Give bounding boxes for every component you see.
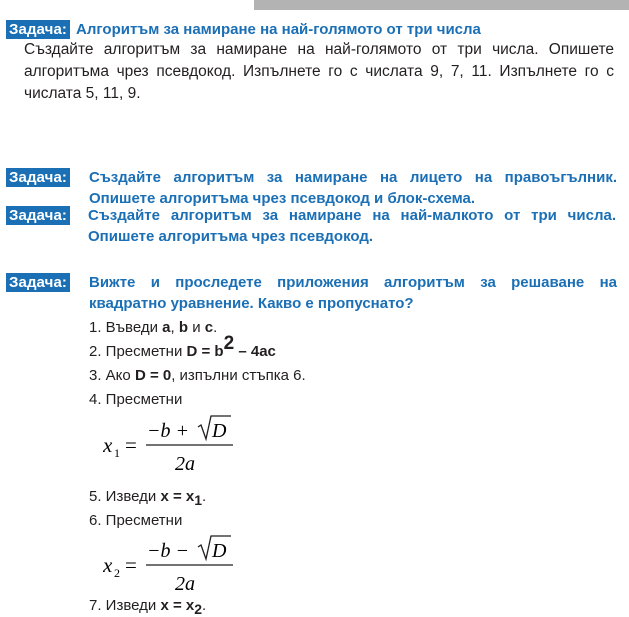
step-1: 1. Въведи a, b и c. [89, 319, 218, 336]
task-badge: Задача: [6, 20, 70, 39]
task-badge: Задача: [6, 273, 70, 292]
formula-x1-equals: = [125, 433, 137, 457]
task-4-title: Вижте и проследете приложения алгоритъм за решаване на квадратно уравнение. Какво е пропуснато? [89, 274, 617, 312]
formula-x2-lhs: x [103, 553, 113, 577]
step-2: 2. Пресметни D = b2 – 4ac [89, 333, 276, 360]
formula-x1 [103, 414, 243, 480]
formula-x1-index: 1 [114, 446, 120, 460]
step-3: 3. Ако D = 0, изпълни стъпка 6. [89, 367, 306, 384]
formula-x1-radicand: D [212, 420, 227, 442]
task-badge: Задача: [6, 168, 70, 187]
task-badge: Задача: [6, 206, 70, 225]
formula-x2-equals: = [125, 553, 137, 577]
task-2-title: Създайте алгоритъм за намиране на лицето на правоъгълник. Опишете алгоритъма чрез псевдокод и блок-схема. [89, 169, 617, 207]
formula-x2 [103, 534, 243, 600]
task-3-title: Създайте алгоритъм за намиране на най-малкото от три числа. Опишете алгоритъма чрез псевдокод. [88, 207, 616, 245]
step-5: 5. Изведи x = x1. [89, 488, 207, 508]
step-6: 6. Пресметни [89, 512, 183, 529]
formula-x2-index: 2 [114, 566, 120, 580]
top-decorative-bar [254, 0, 629, 10]
formula-x1-denominator: 2a [175, 453, 195, 475]
formula-x2-numerator: −b − [147, 540, 189, 562]
formula-x1-lhs: x [103, 433, 113, 457]
formula-x2-radicand: D [212, 540, 227, 562]
formula-x1-numerator: −b + [147, 420, 189, 442]
task-1-title: Алгоритъм за намиране на най-голямото от три числа [76, 21, 481, 38]
step-7: 7. Изведи x = x2. [89, 597, 207, 617]
task-1-body: Създайте алгоритъм за намиране на най-голямото от три числа. Опишете алгоритъма чрез псевдокод. Изпълнете го с числата 9, 7, 11. Изпълнете го с числата 5, 11, 9. [24, 41, 614, 102]
step-4: 4. Пресметни [89, 391, 183, 408]
formula-x2-denominator: 2a [175, 573, 195, 595]
